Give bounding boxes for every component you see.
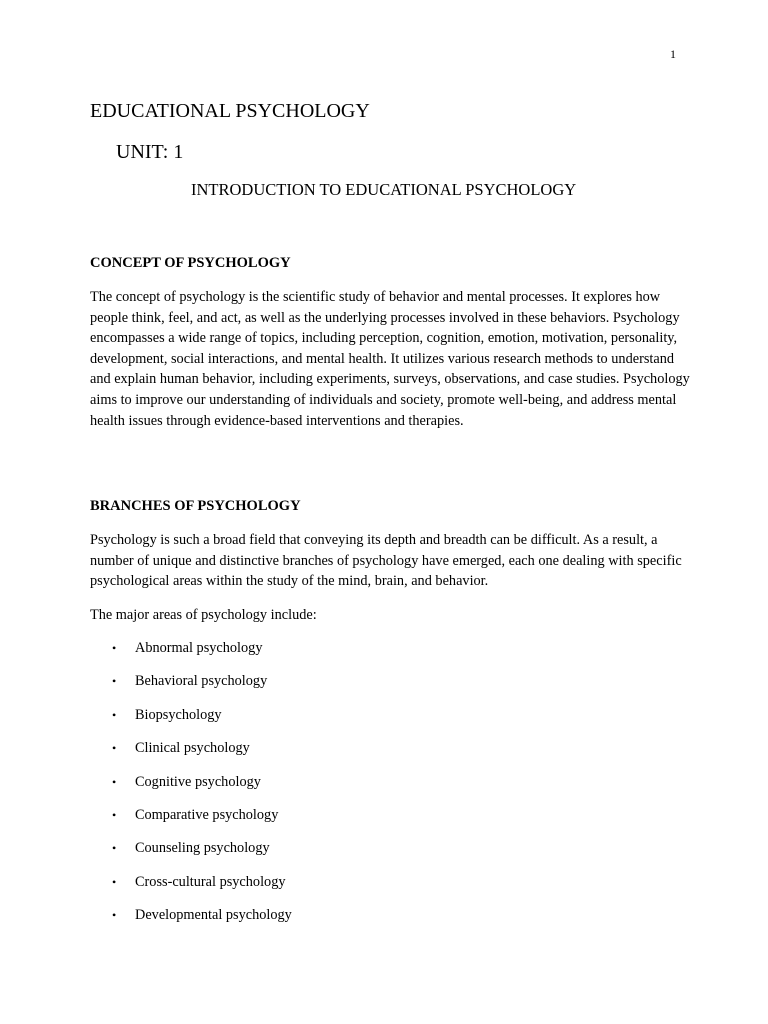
paragraph-branches: Psychology is such a broad field that conveying its depth and breadth can be difficult. As a result, a number of unique and distinctive branches of psychology have emerged, each one dealing with specific psychological areas within the study of the mind, brain, and behavior.: [90, 532, 682, 590]
bullet-icon: •: [112, 841, 117, 856]
list-item-text: Clinical psychology: [135, 740, 250, 757]
list-item-text: Biopsychology: [135, 706, 222, 723]
list-item-text: Counseling psychology: [135, 840, 270, 857]
page-number: 1: [670, 47, 676, 61]
list-item-text: Abnormal psychology: [135, 640, 263, 656]
list-item-text: Behavioral psychology: [135, 673, 268, 690]
bullet-icon: •: [112, 807, 117, 822]
bullet-icon: •: [112, 908, 117, 923]
section-heading-branches: BRANCHES OF PSYCHOLOGY: [90, 498, 301, 514]
paragraph-major-areas: The major areas of psychology include:: [90, 607, 317, 623]
bullet-icon: •: [112, 674, 117, 689]
bullet-icon: •: [112, 774, 117, 789]
bullet-icon: •: [112, 707, 117, 722]
section-heading-concept: CONCEPT OF PSYCHOLOGY: [90, 255, 291, 271]
paragraph-concept: The concept of psychology is the scientific study of behavior and mental processes. It explores how people think, feel, and act, as well as the underlying processes involved in these behaviors. Psychology encompasses a wide range of topics, including perception, cognition, emotion, motivation, personality, development, social interactions, and mental health. It utilizes various research methods to understand and explain human behavior, including experiments, surveys, observations, and case studies. Psychology aims to improve our understanding of individuals and society, promote well-being, and address mental health issues through evidence-based interventions and therapies.: [90, 289, 690, 429]
bullet-icon: •: [112, 741, 117, 756]
bullet-icon: •: [112, 874, 117, 889]
unit-title: UNIT: 1: [116, 141, 184, 163]
document-title: EDUCATIONAL PSYCHOLOGY: [90, 100, 370, 122]
list-item-text: Cross-cultural psychology: [135, 873, 286, 890]
list-item-text: Developmental psychology: [135, 907, 292, 924]
chapter-subtitle: INTRODUCTION TO EDUCATIONAL PSYCHOLOGY: [191, 180, 577, 199]
bullet-icon: •: [112, 641, 117, 655]
list-item-text: Cognitive psychology: [135, 773, 261, 790]
list-item-text: Comparative psychology: [135, 806, 279, 823]
